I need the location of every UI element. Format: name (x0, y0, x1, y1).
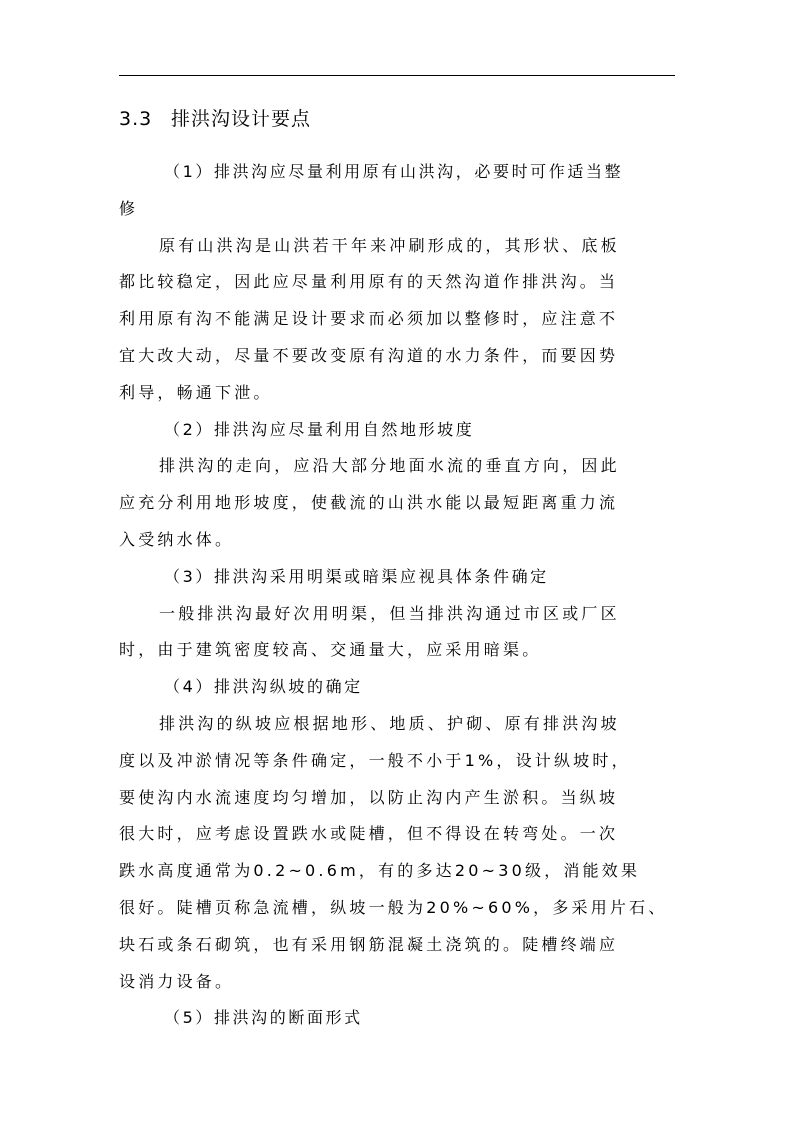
text-line: 块石或条石砌筑，也有采用钢筋混凝土浇筑的。陡槽终端应 (119, 934, 619, 954)
header-rule (119, 75, 675, 76)
text-line: 很好。陡槽页称急流槽，纵坡一般为20%~60%，多采用片石、 (119, 897, 668, 917)
text-line: 修 (119, 198, 139, 218)
text-line: 都比较稳定，因此应尽量利用原有的天然沟道作排洪沟。当 (119, 272, 619, 292)
text-line: 度以及冲淤情况等条件确定，一般不小于1%，设计纵坡时， (119, 750, 631, 770)
text-line: 跌水高度通常为0.2~0.6m，有的多达20~30级，消能效果 (119, 861, 641, 881)
text-line: 设消力设备。 (119, 971, 235, 991)
text-line: 应充分利用地形坡度，使截流的山洪水能以最短距离重力流 (119, 493, 619, 513)
text-line: 利导，畅通下泄。 (119, 382, 273, 402)
subheading-line: （5）排洪沟的断面形式 (164, 1008, 363, 1028)
text-line: 要使沟内水流速度均匀增加，以防止沟内产生淤积。当纵坡 (119, 787, 619, 807)
subheading-line: （3）排洪沟采用明渠或暗渠应视具体条件确定 (164, 566, 549, 586)
text-line: 利用原有沟不能满足设计要求而必须加以整修时，应注意不 (119, 309, 619, 329)
subheading-line: （2）排洪沟应尽量利用自然地形坡度 (164, 419, 475, 439)
paragraph-first-line: 排洪沟的纵坡应根据地形、地质、护砌、原有排洪沟坡 (159, 713, 620, 733)
section-number: 3.3 (119, 108, 153, 130)
text-line: 入受纳水体。 (119, 529, 235, 549)
text-line: 很大时，应考虑设置跌水或陡槽，但不得设在转弯处。一次 (119, 824, 619, 844)
subheading-line: （1）排洪沟应尽量利用原有山洪沟，必要时可作适当整 (164, 162, 624, 181)
body-text (119, 154, 675, 1037)
paragraph-first-line: 排洪沟的走向，应沿大部分地面水流的垂直方向，因此 (159, 456, 620, 476)
section-heading (119, 103, 311, 135)
text-line: 宜大改大动，尽量不要改变原有沟道的水力条件，而要因势 (119, 345, 619, 365)
text-line: 时，由于建筑密度较高、交通量大，应采用暗渠。 (119, 640, 542, 660)
paragraph-first-line: 原有山洪沟是山洪若干年来冲刷形成的，其形状、底板 (159, 235, 620, 255)
subheading-line: （4）排洪沟纵坡的确定 (164, 677, 363, 697)
paragraph-first-line: 一般排洪沟最好次用明渠，但当排洪沟通过市区或厂区 (159, 603, 620, 623)
section-title: 排洪沟设计要点 (171, 108, 312, 130)
